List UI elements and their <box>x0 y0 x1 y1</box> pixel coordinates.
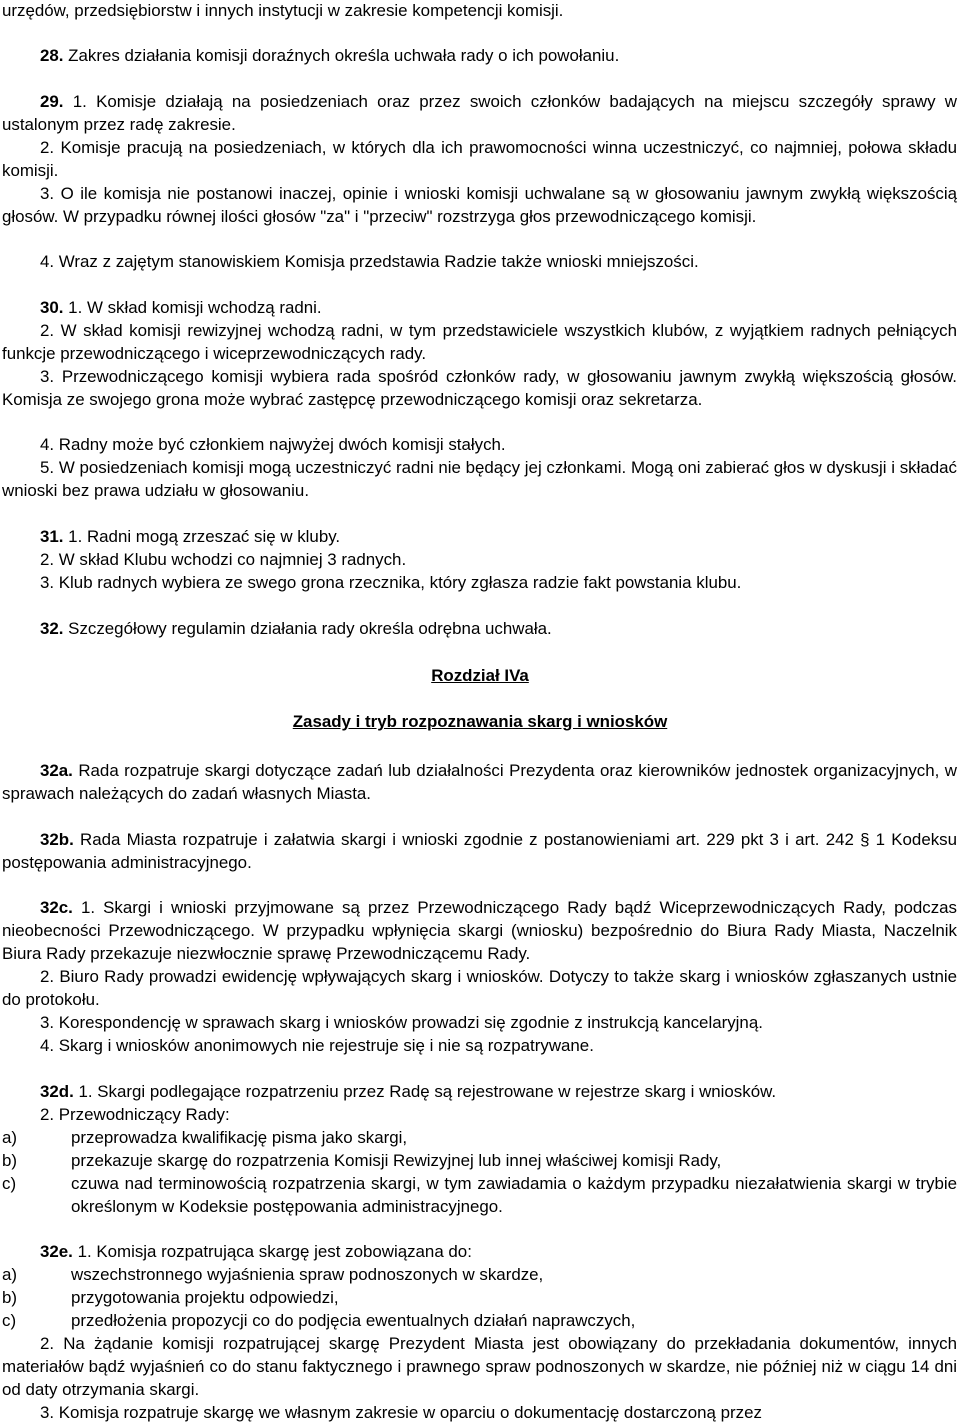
paragraph-32c-2 <box>2 966 957 1012</box>
text: 2. W skład Klubu wchodzi co najmniej 3 radnych. <box>40 550 407 569</box>
text: Rada Miasta rozpatruje i załatwia skargi i wnioski zgodnie z postanowieniami art. 229 pkt 3 i art. 242 § 1 Kodeksu postępowania administracyjnego. <box>2 830 957 872</box>
paragraph-32e-1 <box>2 1241 957 1264</box>
text: wszechstronnego wyjaśnienia spraw podnoszonych w skardze, <box>71 1265 544 1284</box>
paragraph-31-1 <box>2 526 957 549</box>
text: przeprowadza kwalifikację pisma jako skargi, <box>71 1128 408 1147</box>
list-item-32d-c <box>2 1173 957 1219</box>
list-marker: b) <box>2 1151 18 1170</box>
paragraph-30-5 <box>2 457 957 503</box>
text: 2. Komisje pracują na posiedzeniach, w których dla ich prawomocności winna uczestniczyć, co najmniej, połowa składu komisji. <box>2 138 957 180</box>
text: Szczegółowy regulamin działania rady określa odrębna uchwała. <box>63 619 552 638</box>
section-number: 32a. <box>40 761 73 780</box>
paragraph-32d-2 <box>2 1104 957 1127</box>
text: 1. Skargi i wnioski przyjmowane są przez Przewodniczącego Rady bądź Wiceprzewodniczących Rady, podczas nieobecności Przewodniczącego. W przypadku wpłynięcia skargi (wniosku) bezpośrednio do Biura Rady Miasta, Naczelnik Biura Rady przekazuje niezwłocznie sprawę Przewodniczącemu Rady. <box>2 898 957 963</box>
text: 1. Skargi podlegające rozpatrzeniu przez Radę są rejestrowane w rejestrze skarg i wniosków. <box>73 1082 777 1101</box>
section-number: 28. <box>40 46 64 65</box>
section-number: 32c. <box>40 898 73 917</box>
text: 3. Komisja rozpatruje skargę we własnym zakresie w oparciu o dokumentację dostarczoną przez <box>40 1403 762 1422</box>
paragraph-29-1 <box>2 91 957 137</box>
paragraph-29-3 <box>2 183 957 229</box>
paragraph-32e-2 <box>2 1333 957 1401</box>
section-number: 31. <box>40 527 64 546</box>
list-marker: b) <box>2 1288 18 1307</box>
paragraph-32a <box>2 760 957 806</box>
section-number: 32d. <box>40 1082 74 1101</box>
text: 1. Komisja rozpatrująca skargę jest zobowiązana do: <box>72 1242 472 1261</box>
text: przedłożenia propozycji co do podjęcia ewentualnych działań naprawczych, <box>71 1311 636 1330</box>
text: 2. Biuro Rady prowadzi ewidencję wpływających skarg i wniosków. Dotyczy to także skarg i wniosków zgłaszanych ustnie do protokołu. <box>2 967 957 1009</box>
paragraph-30-4 <box>2 434 957 457</box>
text: 4. Wraz z zajętym stanowiskiem Komisja przedstawia Radzie także wnioski mniejszości. <box>40 252 699 271</box>
section-number: 32e. <box>40 1242 73 1261</box>
text: 1. Radni mogą zrzeszać się w kluby. <box>63 527 341 546</box>
section-number: 30. <box>40 298 64 317</box>
paragraph-32d-1 <box>2 1081 957 1104</box>
text: 3. Klub radnych wybiera ze swego grona rzecznika, który zgłasza radzie fakt powstania klubu. <box>40 573 742 592</box>
paragraph-32 <box>2 618 957 641</box>
text: 5. W posiedzeniach komisji mogą uczestniczyć radni nie będący jej członkami. Mogą oni zabierać głos w dyskusji i składać wnioski bez prawa udziału w głosowaniu. <box>2 458 957 500</box>
text: 1. Komisje działają na posiedzeniach oraz przez swoich członków badających na miejscu szczegóły sprawy w ustalonym przez radę zakresie. <box>2 92 957 134</box>
chapter-title: Zasady i tryb rozpoznawania skarg i wniosków <box>292 712 668 731</box>
list-marker: a) <box>2 1265 18 1284</box>
paragraph-27-end <box>2 0 957 23</box>
paragraph-29-4 <box>2 251 957 274</box>
paragraph-30-3 <box>2 366 957 412</box>
section-number: 32b. <box>40 830 74 849</box>
paragraph-30-2 <box>2 320 957 366</box>
paragraph-31-3 <box>2 572 957 595</box>
text: 3. O ile komisja nie postanowi inaczej, opinie i wnioski komisji uchwalane są w głosowaniu jawnym zwykłą większością głosów. W przypadku równej ilości głosów "za" i "przeciw" rozstrzyga głos przewodniczącego komisji. <box>2 184 957 226</box>
text: 4. Skarg i wniosków anonimowych nie rejestruje się i nie są rozpatrywane. <box>40 1036 594 1055</box>
text: przekazuje skargę do rozpatrzenia Komisji Rewizyjnej lub innej właściwej komisji Rady, <box>71 1151 722 1170</box>
text: 3. Korespondencję w sprawach skarg i wniosków prowadzi się zgodnie z instrukcją kancelaryjną. <box>40 1013 763 1032</box>
list-marker: a) <box>2 1128 18 1147</box>
paragraph-28 <box>2 45 957 68</box>
list-item-32e-b <box>2 1287 957 1310</box>
text: urzędów, przedsiębiorstw i innych instytucji w zakresie kompetencji komisji. <box>2 1 564 20</box>
text: 2. Przewodniczący Rady: <box>40 1105 230 1124</box>
chapter-heading: Rozdział IVa <box>431 666 529 685</box>
section-number: 32. <box>40 619 64 638</box>
text: 1. W skład komisji wchodzą radni. <box>63 298 322 317</box>
list-item-32d-a <box>2 1127 957 1150</box>
paragraph-30-1 <box>2 297 957 320</box>
text: 2. W skład komisji rewizyjnej wchodzą radni, w tym przedstawiciele wszystkich klubów, z wyjątkiem radnych pełniących funkcje przewodniczącego i wiceprzewodniczących rady. <box>2 321 957 363</box>
paragraph-31-2 <box>2 549 957 572</box>
paragraph-32b <box>2 829 957 875</box>
section-number: 29. <box>40 92 64 111</box>
text: Zakres działania komisji doraźnych określa uchwała rady o ich powołaniu. <box>63 46 620 65</box>
paragraph-32c-1 <box>2 897 957 965</box>
text: Rada rozpatruje skargi dotyczące zadań lub działalności Prezydenta oraz kierowników jednostek organizacyjnych, w sprawach należących do zadań własnych Miasta. <box>2 761 957 803</box>
text: przygotowania projektu odpowiedzi, <box>71 1288 339 1307</box>
text: 2. Na żądanie komisji rozpatrującej skargę Prezydent Miasta jest obowiązany do przekładania dokumentów, innych materiałów bądź wyjaśnień co do stanu faktycznego i prawnego spraw podnoszonych w skardze, nie później niż w ciągu 14 dni od daty otrzymania skargi. <box>2 1334 957 1399</box>
list-item-32e-c <box>2 1310 957 1333</box>
paragraph-32c-4 <box>2 1035 957 1058</box>
paragraph-29-2 <box>2 137 957 183</box>
text: 3. Przewodniczącego komisji wybiera rada spośród członków rady, w głosowaniu jawnym zwykłą większością głosów. Komisja ze swojego grona może wybrać zastępcę przewodniczącego komisji oraz sekretarza. <box>2 367 957 409</box>
paragraph-32e-3 <box>2 1402 957 1425</box>
text: czuwa nad terminowością rozpatrzenia skargi, w tym zawiadamia o każdym przypadku niezałatwienia skargi w trybie określonym w Kodeksie postępowania administracyjnego. <box>71 1174 957 1216</box>
list-item-32d-b <box>2 1150 957 1173</box>
text: 4. Radny może być członkiem najwyżej dwóch komisji stałych. <box>40 435 506 454</box>
paragraph-32c-3 <box>2 1012 957 1035</box>
list-item-32e-a <box>2 1264 957 1287</box>
list-marker: c) <box>2 1174 17 1193</box>
list-marker: c) <box>2 1311 17 1330</box>
